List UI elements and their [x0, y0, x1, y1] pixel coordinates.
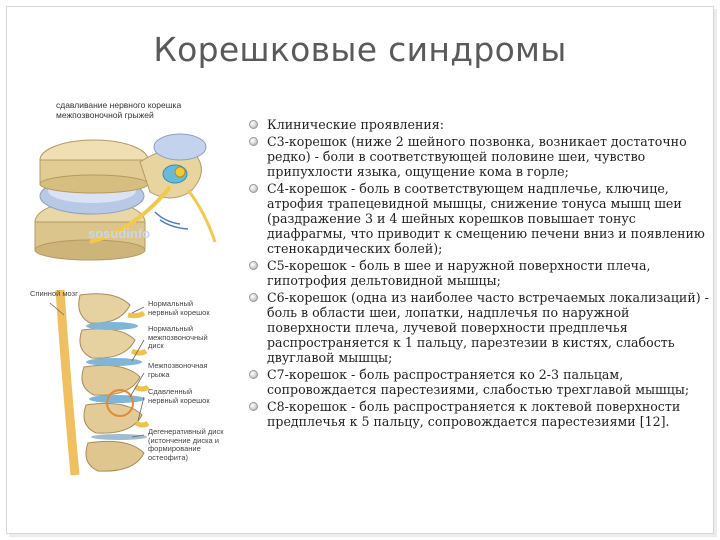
bullet-icon	[249, 120, 258, 129]
list-item	[247, 399, 709, 429]
list-item	[247, 181, 709, 256]
bullet-icon	[249, 184, 258, 193]
list-item-text: С5-корешок - боль в шее и наружной поверхности плеча, гипотрофия дельтовидной мышцы;	[267, 258, 651, 288]
list-item-text: С3-корешок (ниже 2 шейного позвонка, возникает достаточно редко) - боли в соответствующей половине шеи, чувство припухлости языка, ощущение кома в горле;	[267, 134, 687, 179]
top-image-caption: сдавливание нервного корешка межпозвоночной грыжей	[56, 100, 182, 120]
nerve-root-normal	[128, 313, 144, 316]
list-item-text: С7-корешок - боль распространяется ко 2-3 пальцам, сопровождается парестезиями, слабостью трехглавой мышцы;	[267, 367, 690, 397]
list-item	[247, 134, 709, 179]
spinal-cord	[60, 290, 75, 475]
label-compressed-root: Сдавленный нервный корешок	[148, 387, 210, 405]
slide-title: Корешковые синдромы	[153, 30, 567, 69]
label-spinal-cord: Спинной мозг	[30, 289, 78, 298]
bullet-icon	[249, 370, 258, 379]
disc-top	[154, 134, 206, 160]
disc-degenerative	[91, 434, 147, 440]
disc-normal	[86, 322, 138, 330]
spinal-cord-section	[175, 167, 185, 177]
list-item-text: С8-корешок - боль распространяется к локтевой поверхности предплечья к 5 пальцу, сопровождается парестезиями [12].	[267, 399, 681, 429]
bullet-icon	[249, 293, 258, 302]
list-item	[247, 367, 709, 397]
nerve-root-compressed	[136, 423, 148, 425]
bullet-icon	[249, 261, 258, 270]
watermark: sosudinfo	[88, 226, 151, 241]
label-hernia: Межпозвоночная грыжа	[148, 361, 208, 379]
bullet-icon	[249, 402, 258, 411]
bullet-icon	[249, 137, 258, 146]
list-item-text: С6-корешок (одна из наиболее часто встречаемых локализаций) - боль в области шеи, лопатки, надплечья по наружной поверхности плеча, лучевой поверхности предплечья распространяется к 1 пальцу, парезтезии в кистях, слабость двуглавой мышцы;	[267, 290, 709, 365]
list-item	[247, 258, 709, 288]
label-degenerative-disc: Дегенеративный диск (истончение диска и формирование остеофита)	[148, 427, 224, 462]
label-normal-disc: Нормальный межпозвоночный диск	[148, 324, 208, 350]
label-normal-root: Нормальный нервный корешок	[148, 299, 210, 317]
list-item	[247, 117, 709, 132]
symptoms-list	[247, 117, 709, 431]
list-item-text: С4-корешок - боль в соответствующем надплечье, ключице, атрофия трапецевидной мышцы, снижение тонуса мышц шеи (раздражение 3 и 4 шейных корешков повышает тонус диафрагмы, что приводит к смещению печени вниз и появлению стенокардических болей);	[267, 181, 705, 256]
list-item-text: Клинические проявления:	[267, 117, 444, 132]
vertebrae-stack	[79, 294, 144, 471]
list-item	[247, 290, 709, 365]
herniated-disc-illustration	[20, 92, 220, 272]
